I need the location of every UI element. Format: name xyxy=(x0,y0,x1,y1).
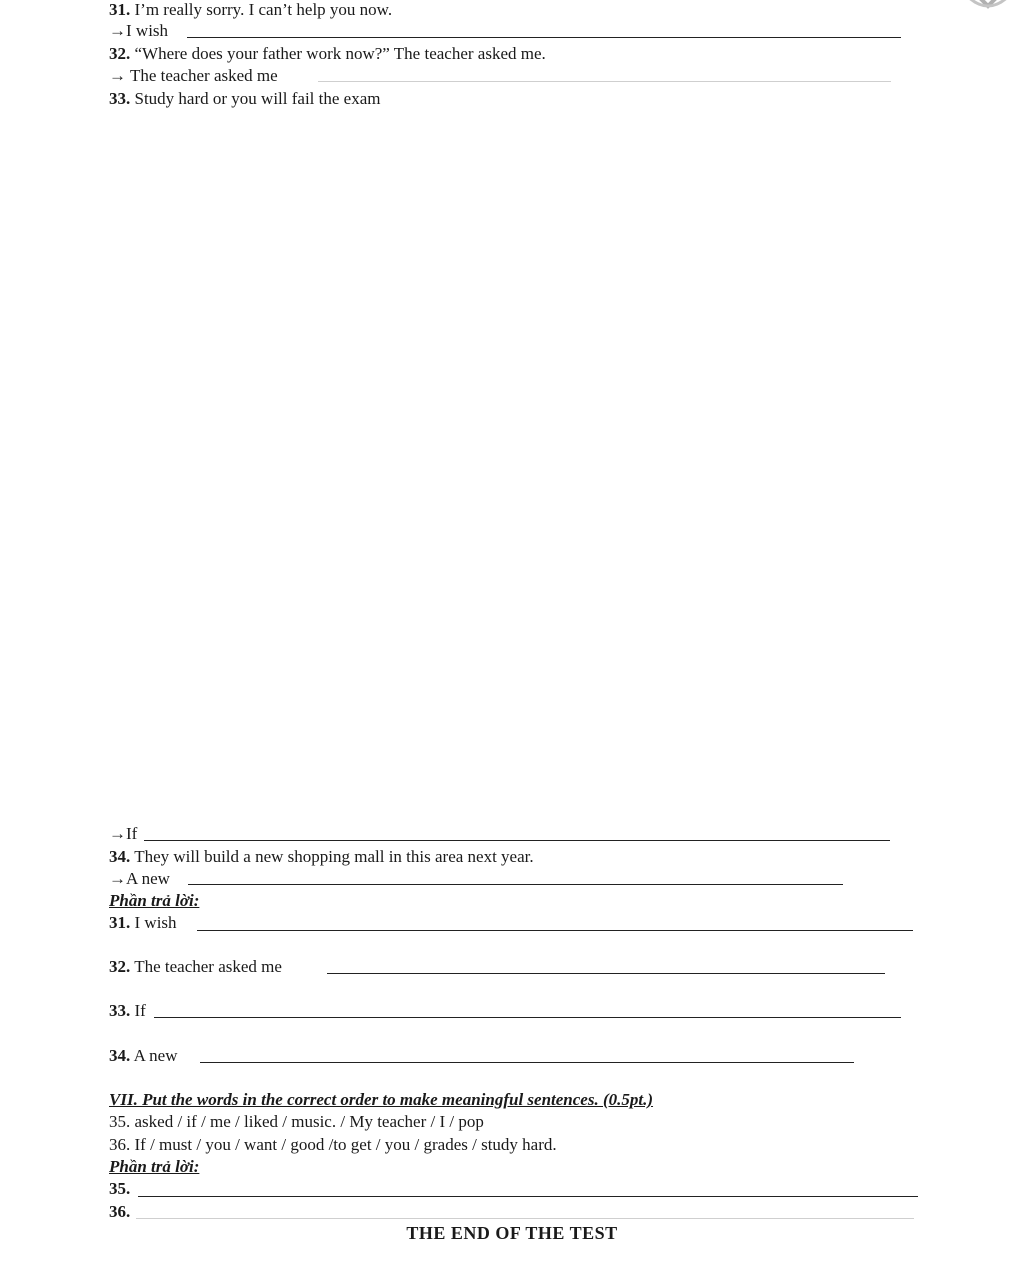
answer-35: 35. xyxy=(109,1179,131,1198)
answer-line-31[interactable] xyxy=(197,930,913,931)
end-of-test-label: THE END OF THE TEST xyxy=(406,1223,618,1243)
question-33-prompt: →If xyxy=(109,824,138,843)
question-text: I’m really sorry. I can’t help you now. xyxy=(134,0,393,19)
question-number: 31. xyxy=(109,0,131,19)
answer-line-35[interactable] xyxy=(138,1196,918,1197)
question-33 xyxy=(109,89,380,109)
answer-blank-32[interactable] xyxy=(318,81,891,82)
answer-prompt: I wish xyxy=(134,913,177,932)
answer-32 xyxy=(109,957,282,977)
question-31-prompt: →I wish xyxy=(109,21,169,40)
question-text: “Where does your father work now?” The teacher asked me. xyxy=(134,44,546,63)
answer-line-33[interactable] xyxy=(154,1017,901,1018)
answer-36: 36. xyxy=(109,1202,131,1221)
answer-number: 33. xyxy=(109,1001,131,1020)
answer-34 xyxy=(109,1046,177,1066)
answer-line-32[interactable] xyxy=(327,973,885,974)
answer-number: 32. xyxy=(109,957,131,976)
question-number: 34. xyxy=(109,847,131,866)
answer-blank-31[interactable] xyxy=(187,37,901,38)
question-number: 33. xyxy=(109,89,131,108)
question-34 xyxy=(109,847,534,867)
answer-blank-34[interactable] xyxy=(188,884,843,885)
answer-31 xyxy=(109,913,177,933)
question-31 xyxy=(109,0,392,20)
answer-section-heading: Phần trả lời: xyxy=(109,891,200,910)
question-32-prompt: → The teacher asked me xyxy=(109,66,278,85)
answer-prompt: If xyxy=(134,1001,146,1020)
question-36: 36. If / must / you / want / good /to get / you / grades / study hard. xyxy=(109,1135,557,1154)
answer-section-heading-2: Phần trả lời: xyxy=(109,1157,200,1176)
answer-blank-33[interactable] xyxy=(144,840,890,841)
question-number: 32. xyxy=(109,44,131,63)
question-32 xyxy=(109,44,546,64)
answer-number: 34. xyxy=(109,1046,131,1065)
answer-number: 31. xyxy=(109,913,131,932)
question-35: 35. asked / if / me / liked / music. / My teacher / I / pop xyxy=(109,1112,484,1131)
answer-line-36[interactable] xyxy=(136,1218,914,1219)
section-7-heading: VII. Put the words in the correct order to make meaningful sentences. (0.5pt.) xyxy=(109,1090,654,1109)
question-34-prompt: →A new xyxy=(109,869,170,888)
answer-33 xyxy=(109,1001,146,1021)
answer-prompt: A new xyxy=(133,1046,178,1065)
answer-line-34[interactable] xyxy=(200,1062,854,1063)
corner-stamp-icon xyxy=(958,0,1018,28)
question-text: Study hard or you will fail the exam xyxy=(134,89,381,108)
answer-prompt: The teacher asked me xyxy=(134,957,282,976)
question-text: They will build a new shopping mall in this area next year. xyxy=(134,847,534,866)
